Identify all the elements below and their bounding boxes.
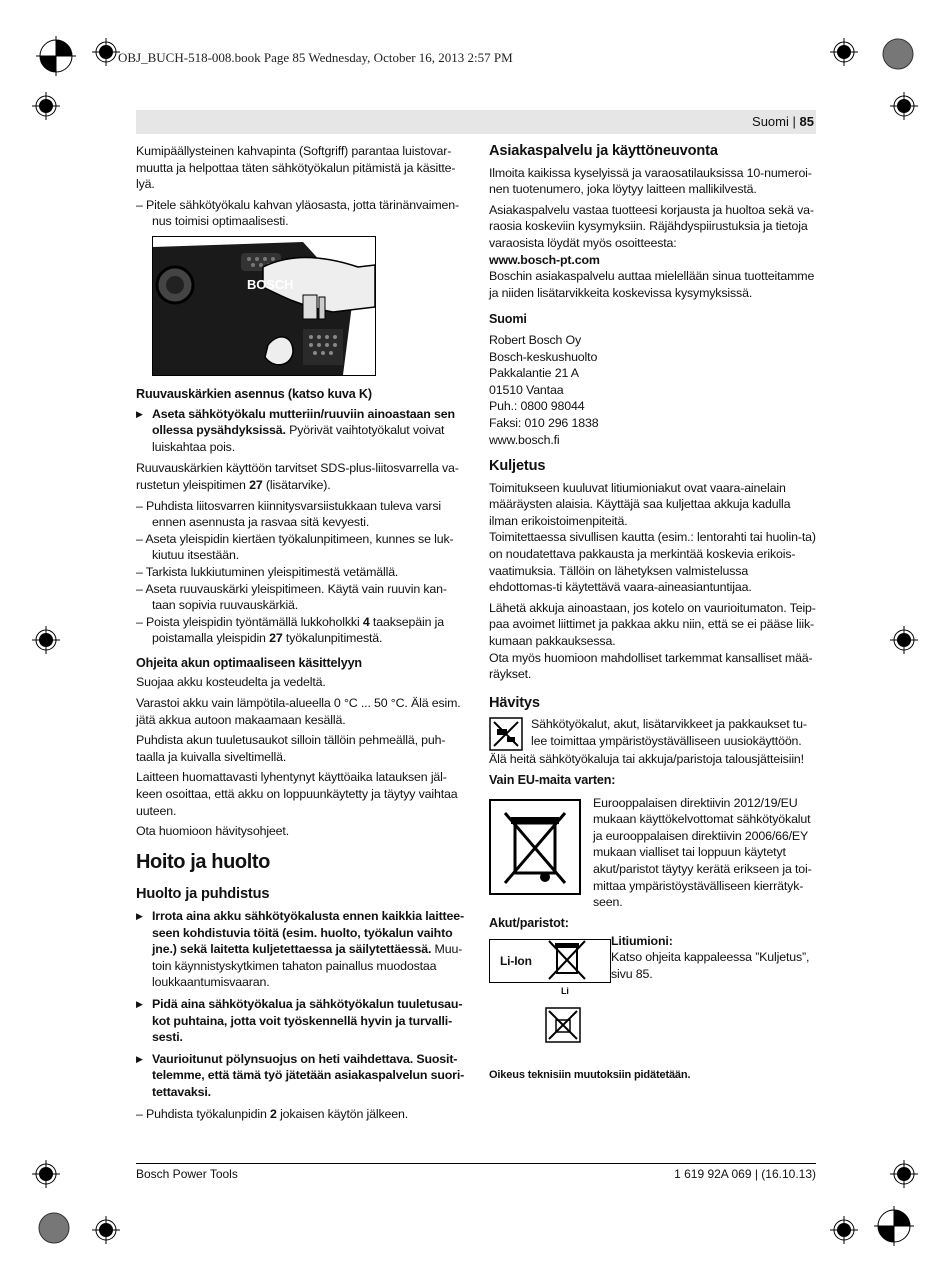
recycle-battery-icon — [545, 1007, 581, 1043]
disposal-row — [489, 716, 817, 751]
warning-item: ▶ Vaurioitunut pölynsuojus on heti vaihdettava. Suosit-telemme, että tämä työ jätetään asiakaspalvelun suori-tettavaksi. — [136, 1051, 466, 1101]
paragraph: Puhdista akun tuuletusaukot silloin tällöin pehmeällä, puh-taalla ja kuivalla siveltimellä. — [136, 733, 446, 764]
warning-item: ▶ Irrota aina akku sähkötyökalusta ennen kaikkia laittee-seen kohdistuvia töitä (esim. huolto, työkalun vaihto jne.) sekä laitetta kuljetettaessa ja säilytettäessä. Muu-toin käynnistyskytkimen tahaton painallus muodostaa loukkaantumisvaaran. — [136, 908, 466, 991]
liion-label-box: Li-Ion — [489, 939, 611, 983]
header-band — [136, 110, 816, 134]
paragraph: Varastoi akku vain lämpötila-alueella 0 °C ... 50 °C. Älä esim. jätä akkua autoon makaamaan kesällä. — [136, 696, 461, 727]
heading-screw-bits: Ruuvauskärkien asennus (katso kuva K) — [136, 386, 372, 401]
header-separator: | — [792, 114, 796, 129]
paragraph: Lähetä akkuja ainoastaan, jos kotelo on vaurioitumaton. Teip-paa avoimet liittimet ja pakkaa akku niin, että se ei pääse liik-kumaan pakkauksessa. — [489, 600, 816, 649]
crosshair-mark-icon — [92, 38, 120, 66]
heading-batteries: Akut/paristot: — [489, 915, 569, 930]
page-number: 85 — [799, 114, 814, 129]
paragraph: Katso ohjeita kappaleessa ”Kuljetus”, sivu 85. — [611, 950, 810, 981]
photo-logo: BOSCH — [247, 276, 294, 292]
heading-battery-care: Ohjeita akun optimaaliseen käsittelyyn — [136, 655, 362, 670]
paragraph: Sähkötyökalut, akut, lisätarvikkeet ja pakkaukset tu-lee toimittaa ympäristöystävälliseen uusiokäyttöön. — [531, 717, 807, 748]
paragraph: Boschin asiakaspalvelu auttaa mielellään sinua tuotteitamme ja niiden lisätarvikkeita koskevissa kysymyksissä. — [489, 269, 815, 300]
address-line: 01510 Vantaa — [489, 382, 564, 397]
section-name: Suomi — [752, 114, 789, 129]
print-slug: OBJ_BUCH-518-008.book Page 85 Wednesday, October 16, 2013 2:57 PM — [118, 50, 513, 65]
dash-item: – Tarkista lukkiutuminen yleispitimestä vetämällä. — [136, 564, 399, 579]
heading-country: Suomi — [489, 312, 527, 327]
crosshair-mark-icon — [830, 1216, 858, 1244]
crossed-wheelie-bin-icon — [489, 799, 581, 895]
crosshair-mark-icon — [890, 1160, 918, 1188]
address-line: Puh.: 0800 98044 — [489, 399, 585, 414]
paragraph: Asiakaspalvelu vastaa tuotteesi korjausta ja huoltoa sekä va-raosia koskeviin kysymyksiin. Räjähdyspiirustuksia ja tietoja varaosista löydät myös osoitteesta: — [489, 202, 814, 250]
eu-row — [489, 795, 817, 911]
crosshair-mark-icon — [32, 1160, 60, 1188]
paragraph: Suojaa akku kosteudelta ja vedeltä. — [136, 675, 326, 690]
address-line: Pakkalantie 21 A — [489, 366, 579, 381]
page-header — [752, 114, 814, 129]
footer-code: 1 619 92A 069 | (16.10.13) — [674, 1167, 816, 1181]
website-link[interactable]: www.bosch-pt.com — [489, 252, 600, 267]
dash-item: – Poista yleispidin työntämällä lukkoholkki 4 taaksepäin ja poistamalla yleispidin 27 työkalunpitimestä. — [136, 614, 444, 646]
footer-rule — [136, 1163, 816, 1164]
address-line: Faksi: 010 296 1838 — [489, 415, 599, 430]
paragraph: Ota huomioon hävitysohjeet. — [136, 824, 289, 839]
warning-item: ▶ Pidä aina sähkötyökalua ja sähkötyökalun tuuletusau-kot puhtaina, jotta voit työskennellä hyvin ja turvalli-sesti. — [136, 996, 466, 1046]
drill-grip-illustration — [153, 237, 375, 375]
dash-item: – Puhdista liitosvarren kiinnitysvarsiistukkaan tuleva varsi ennen asennusta ja rasvaa sitä kevyesti. — [136, 498, 442, 530]
paragraph: Toimitettaessa sivullisen kautta (esim.: lentorahti tai huolin-ta) on noudatettava pakkausta ja merkintää koskevia erikois-vaatimuksia. Tällöin on lähetyksen valmistelussa ehdottomas-ti käytettävä vaara-aineasiantuntijaa. — [489, 530, 816, 595]
dash-item: – Pitele sähkötyökalu kahvan yläosasta, jotta tärinänvaimen-nus toimisi optimaalisesti. — [136, 197, 459, 229]
footer-brand: Bosch Power Tools — [136, 1167, 238, 1181]
paragraph: Kumipäällysteinen kahvapinta (Softgriff) parantaa luistovar-muutta ja helpottaa täten sähkötyökalun pitämistä ja käsitte-lyä. — [136, 144, 456, 192]
paragraph: Eurooppalaisen direktiivin 2012/19/EU mukaan käyttökelvottomat sähkötyökalut ja eurooppalaisen direktiivin 2006/66/EY mukaan vialliset tai loppuun käytetyt akut/paristot täytyy kerätä erikseen ja toi-mittaa ympäristöystävälliseen kierrätyk-seen. — [593, 795, 812, 910]
heading-liion: Litiumioni: — [611, 933, 673, 948]
right-column — [489, 143, 817, 1088]
paragraph: Ota myös huomioon mahdolliset tarkemmat kansalliset mää-räykset. — [489, 650, 813, 682]
dash-item: – Aseta ruuvauskärki yleispitimeen. Käytä vain ruuvin kan-taan sopivia ruuvauskärkiä. — [136, 581, 447, 613]
li-small-label: Li — [561, 986, 569, 997]
crossed-battery-bin-icon — [545, 939, 589, 989]
address-line[interactable]: www.bosch.fi — [489, 432, 560, 447]
registration-mark-icon — [874, 1206, 914, 1246]
crosshair-mark-icon — [890, 92, 918, 120]
paragraph: Toimitukseen kuuluvat litiumioniakut ovat vaara-ainelain määräysten alaisia. Käyttäjä saa kuljettaa akkuja kadulla ilman erikoistoimenpiteitä. — [489, 480, 791, 528]
heading-maintenance: Hoito ja huolto — [136, 850, 270, 873]
paragraph: Ruuvauskärkien käyttöön tarvitset SDS-plus-liitosvarrella va-rustetun yleispitimen 27 (lisätarvike). — [136, 461, 459, 492]
heading-disposal: Hävitys — [489, 694, 540, 711]
paragraph: Laitteen huomattavasti lyhentynyt käyttöaika latauksen jäl-keen osoittaa, että akku on loppuunkäytetty ja täytyy vaihtaa uuteen. — [136, 770, 458, 818]
product-photo — [152, 236, 376, 376]
paragraph: Älä heitä sähkötyökaluja tai akkuja/paristoja talousjätteisiin! — [489, 752, 804, 767]
grey-registration-icon — [882, 38, 914, 70]
heading-transport: Kuljetus — [489, 458, 546, 475]
heading-cleaning: Huolto ja puhdistus — [136, 886, 270, 903]
batteries-row — [489, 915, 817, 1044]
warning-item: ▶ Aseta sähkötyökalu mutteriin/ruuviin ainoastaan sen ollessa pysähdyksissä. Pyörivät vaihtotyökalut voivat luiskahtaa pois. — [136, 406, 466, 456]
recycle-tools-icon — [489, 717, 523, 751]
registration-mark-icon — [36, 36, 76, 76]
crosshair-mark-icon — [32, 626, 60, 654]
address-block — [489, 332, 817, 448]
address-line: Bosch-keskushuolto — [489, 349, 598, 364]
crosshair-mark-icon — [32, 92, 60, 120]
address-line: Robert Bosch Oy — [489, 332, 582, 347]
left-column — [136, 143, 466, 1122]
dash-item: – Puhdista työkalunpidin 2 jokaisen käytön jälkeen. — [136, 1106, 409, 1121]
crosshair-mark-icon — [830, 38, 858, 66]
crosshair-mark-icon — [92, 1216, 120, 1244]
paragraph: Ilmoita kaikissa kyselyissä ja varaosatilauksissa 10-numeroi-nen tuotenumero, joka löytyy laitteen mallikilvestä. — [489, 165, 812, 197]
crosshair-mark-icon — [890, 626, 918, 654]
disclaimer: Oikeus teknisiin muutoksiin pidätetään. — [489, 1069, 691, 1082]
heading-customer-service: Asiakaspalvelu ja käyttöneuvonta — [489, 143, 718, 159]
grey-registration-icon — [38, 1212, 70, 1244]
dash-item: – Aseta yleispidin kiertäen työkalunpitimeen, kunnes se luk-kiutuu itsestään. — [136, 531, 454, 563]
heading-eu-only: Vain EU-maita varten: — [489, 773, 616, 787]
